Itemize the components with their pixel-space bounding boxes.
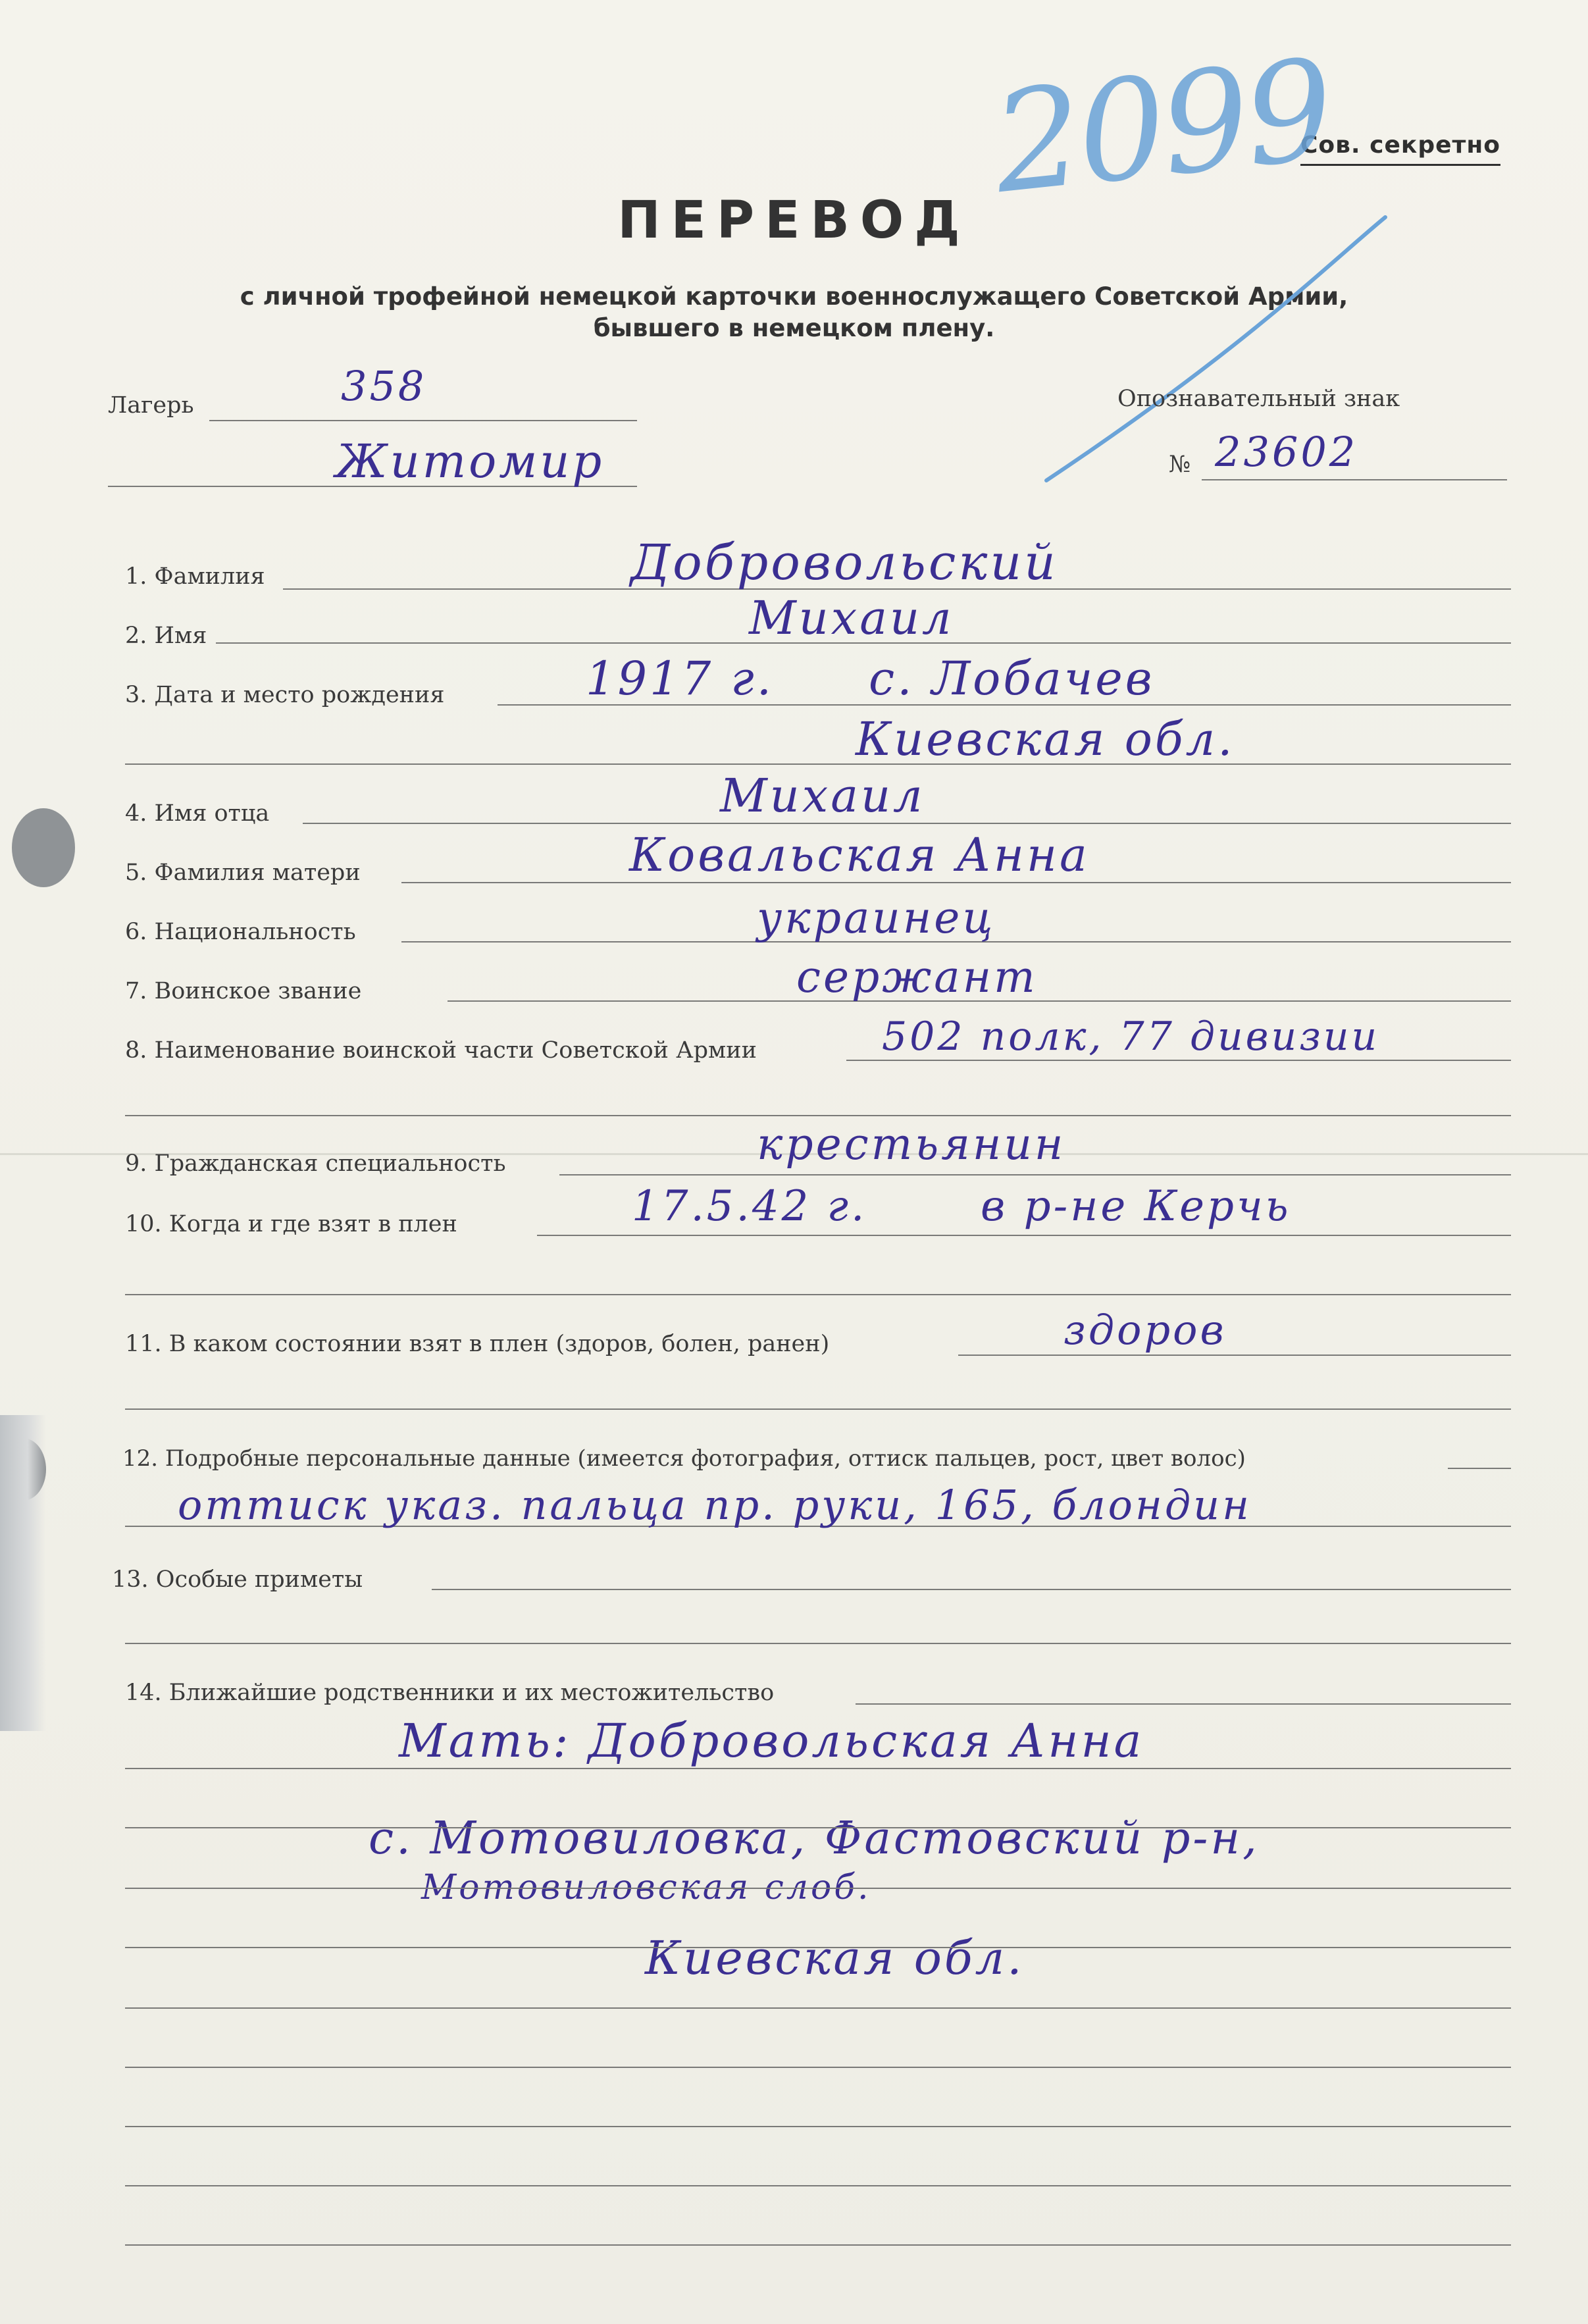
field-condition-line-2 [125, 1408, 1511, 1410]
field-rank-label: 7. Воинское звание [125, 978, 362, 1004]
field-capture-label: 10. Когда и где взят в плен [125, 1211, 457, 1237]
field-civil-profession-label: 9. Гражданская специальность [125, 1150, 506, 1177]
field-relatives-line1: Мать: Добровольская Анна [399, 1714, 1144, 1768]
field-special-marks-line-2 [125, 1643, 1511, 1644]
field-mother-surname-label: 5. Фамилия матери [125, 860, 361, 886]
field-relatives-line-3 [125, 1827, 1511, 1828]
field-father-name-value: Михаил [720, 769, 925, 823]
field-unit-line-2 [125, 1115, 1511, 1116]
torn-edge [0, 1415, 46, 1731]
id-tag-label: Опознавательный знак [1117, 386, 1400, 412]
field-surname-value: Добровольский [630, 534, 1058, 591]
field-relatives-line-9 [125, 2185, 1511, 2186]
id-tag-line [1202, 479, 1507, 480]
field-unit-line [846, 1060, 1511, 1061]
field-relatives-line [856, 1703, 1511, 1705]
field-birth-line-2 [125, 763, 1511, 765]
field-relatives-line4: Киевская обл. [645, 1931, 1025, 1985]
field-relatives-line-10 [125, 2244, 1511, 2246]
camp-value: 358 [341, 362, 427, 410]
field-relatives-line-8 [125, 2126, 1511, 2127]
id-tag-number-prefix: № [1169, 452, 1191, 478]
field-first-name-label: 2. Имя [125, 623, 207, 649]
field-first-name-value: Михаил [749, 591, 954, 645]
field-personal-data-label: 12. Подробные персональные данные (имеется фотография, оттиск пальцев, рост, цвет волос) [122, 1445, 1246, 1472]
field-personal-data-value: оттиск указ. пальца пр. руки, 165, блондин [178, 1481, 1252, 1529]
field-relatives-line-2 [125, 1768, 1511, 1769]
field-condition-value: здоров [1063, 1306, 1227, 1354]
field-mother-surname-value: Ковальская Анна [629, 828, 1090, 882]
field-relatives-line-6 [125, 2007, 1511, 2009]
field-birth-date: 1917 г. [586, 652, 775, 706]
field-rank-value: сержант [796, 952, 1038, 1002]
field-capture-place: в р-не Керчь [981, 1182, 1291, 1231]
field-birth-place: с. Лобачев [869, 652, 1155, 706]
punch-hole [12, 808, 75, 887]
field-capture-date: 17.5.42 г. [632, 1182, 867, 1231]
field-mother-surname-line [401, 882, 1511, 883]
field-civil-profession-line [559, 1174, 1511, 1175]
classification-stamp: Сов. секретно [1300, 132, 1500, 166]
field-special-marks-line [432, 1589, 1511, 1590]
field-relatives-line2: с. Мотовиловка, Фастовский р-н, [369, 1813, 1260, 1865]
field-civil-profession-value: крестьянин [757, 1119, 1066, 1170]
document-subtitle-line2: бывшего в немецком плену. [593, 314, 995, 342]
field-relatives-line-7 [125, 2067, 1511, 2068]
field-special-marks-label: 13. Особые приметы [112, 1566, 363, 1593]
field-nationality-label: 6. Национальность [125, 919, 356, 945]
field-relatives-label: 14. Ближайшие родственники и их местожительство [125, 1680, 775, 1706]
field-condition-label: 11. В каком состоянии взят в плен (здоров, болен, ранен) [125, 1331, 830, 1357]
camp-location-value: Житомир [336, 434, 605, 488]
camp-line [209, 420, 637, 421]
field-surname-label: 1. Фамилия [125, 563, 265, 590]
archive-number-annotation: 2099 [986, 28, 1337, 225]
field-father-name-label: 4. Имя отца [125, 800, 270, 827]
field-capture-line-2 [125, 1294, 1511, 1295]
camp-label: Лагерь [108, 392, 194, 419]
field-personal-data-line [1448, 1468, 1511, 1469]
field-condition-line [958, 1355, 1511, 1356]
field-relatives-line-5 [125, 1947, 1511, 1948]
id-tag-value: 23602 [1215, 428, 1358, 476]
field-birth-region: Киевская обл. [856, 712, 1235, 766]
field-nationality-value: украинец [757, 892, 996, 943]
document-title: ПЕРЕВОД [617, 191, 971, 250]
field-capture-line [537, 1235, 1511, 1236]
document-subtitle-line1: с личной трофейной немецкой карточки военнослужащего Советской Армии, [240, 282, 1348, 311]
field-unit-label: 8. Наименование воинской части Советской Армии [125, 1037, 757, 1064]
field-relatives-line3: Мотовиловская слоб. [421, 1868, 871, 1907]
field-father-name-line [303, 823, 1511, 824]
field-unit-value: 502 полк, 77 дивизии [882, 1014, 1380, 1060]
field-relatives-line-4 [125, 1888, 1511, 1889]
field-birth-label: 3. Дата и место рождения [125, 682, 445, 708]
